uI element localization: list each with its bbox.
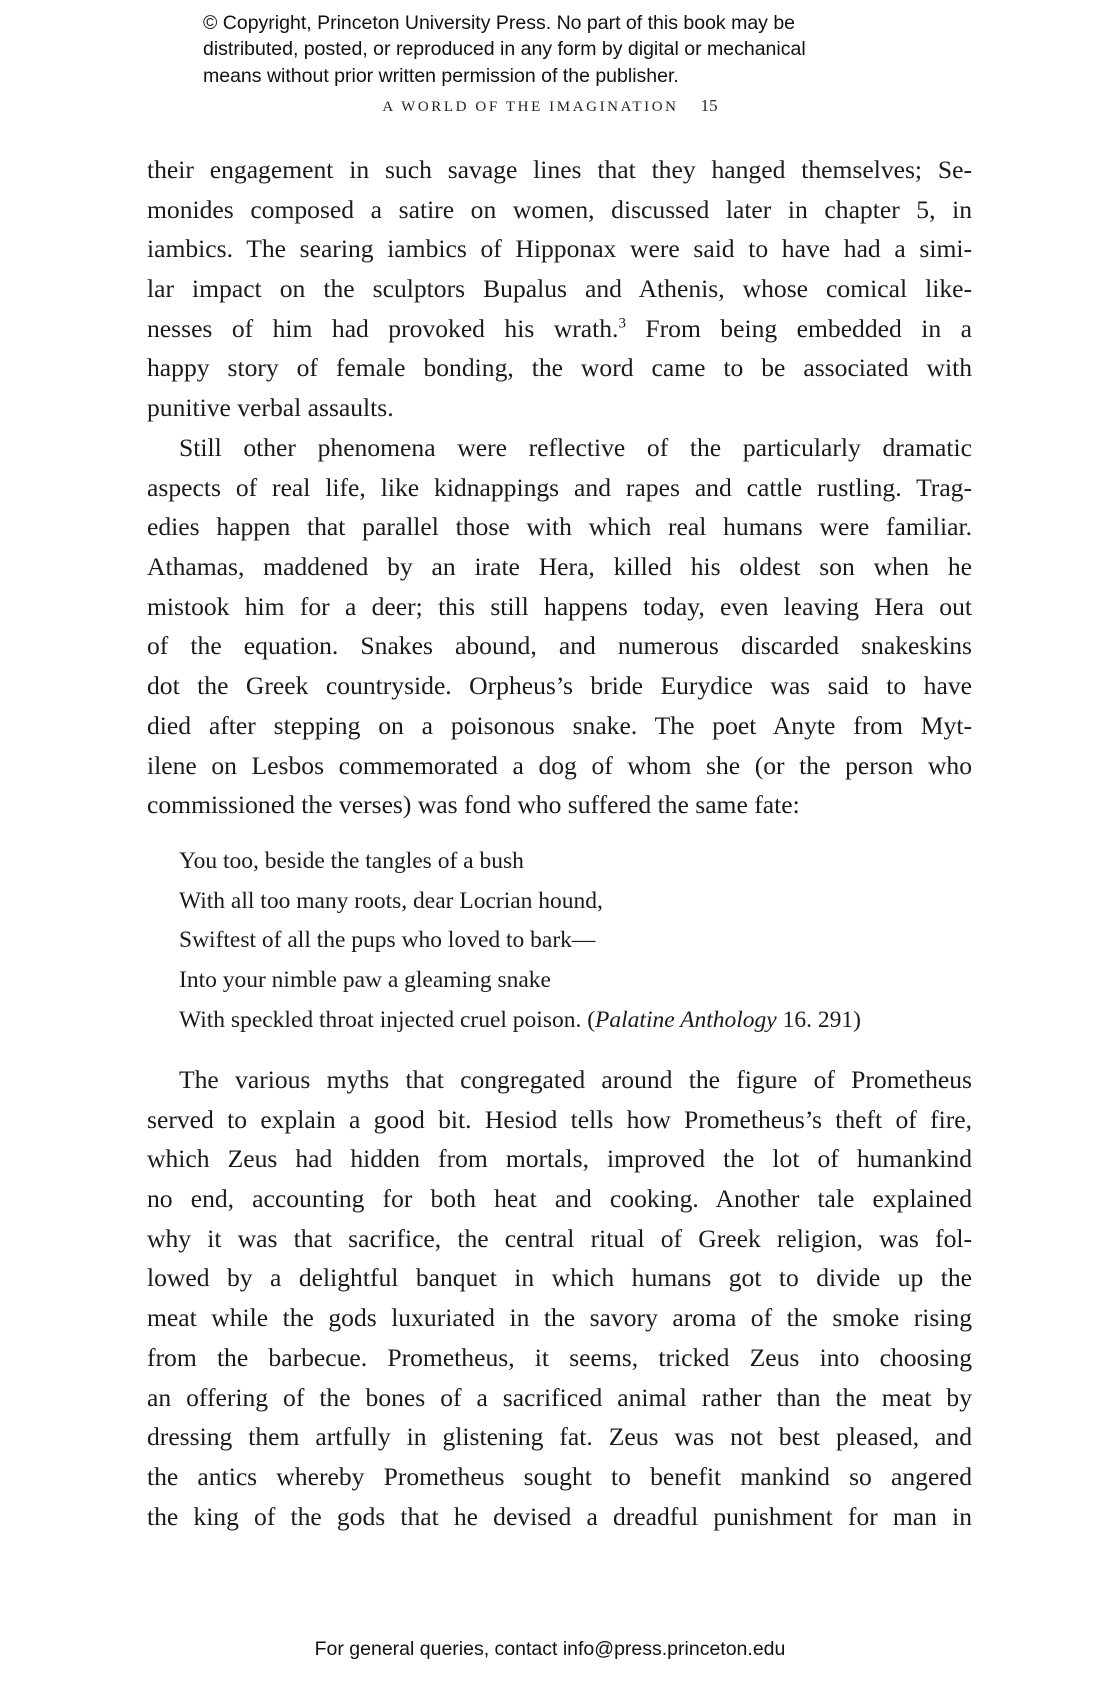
text-line: lowed by a delightful banquet in which humans got to divide up the — [147, 1263, 972, 1293]
notice-line: distributed, posted, or reproduced in any form by digital or mechanical — [203, 38, 806, 61]
poem-quote — [179, 842, 861, 1040]
text-line: the antics whereby Prometheus sought to benefit mankind so angered — [147, 1461, 972, 1491]
text-line: iambics. The searing iambics of Hipponax were said to have had a simi- — [147, 234, 972, 264]
text-line — [147, 309, 972, 349]
running-head — [0, 96, 1100, 116]
text-line: lar impact on the sculptors Bupalus and Athenis, whose comical like- — [147, 274, 972, 304]
text-line: commissioned the verses) was fond who suffered the same fate: — [147, 790, 800, 820]
text-line: of the equation. Snakes abound, and numerous discarded snakeskins — [147, 631, 972, 661]
text-line: mistook him for a deer; this still happens today, even leaving Hera out — [147, 591, 972, 621]
text-line: Still other phenomena were reflective of the particularly dramatic — [179, 433, 972, 462]
citation-ref: 16. 291) — [776, 1006, 861, 1033]
text-span: nesses of him had provoked his wrath. — [147, 313, 619, 343]
text-line: from the barbecue. Prometheus, it seems, tricked Zeus into choosing — [147, 1342, 972, 1372]
text-line: meat while the gods luxuriated in the savory aroma of the smoke rising — [147, 1303, 972, 1333]
poem-line: Swiftest of all the pups who loved to bark— — [179, 927, 596, 954]
text-line: no end, accounting for both heat and cooking. Another tale explained — [147, 1184, 972, 1214]
paragraph-3 — [147, 1060, 972, 1536]
poem-line: Into your nimble paw a gleaming snake — [179, 967, 551, 994]
running-head-title: A WORLD OF THE IMAGINATION — [382, 99, 679, 115]
text-line: Athamas, maddened by an irate Hera, killed his oldest son when he — [147, 552, 972, 582]
text-line: The various myths that congregated around the figure of Prometheus — [179, 1065, 972, 1094]
text-line: happy story of female bonding, the word came to be associated with — [147, 353, 972, 383]
text-line: the king of the gods that he devised a dreadful punishment for man in — [147, 1501, 972, 1531]
text-line: an offering of the bones of a sacrificed animal rather than the meat by — [147, 1382, 972, 1412]
paragraph-2 — [147, 428, 972, 825]
text-line: their engagement in such savage lines that they hanged themselves; Se- — [147, 155, 972, 184]
copyright-notice — [203, 10, 806, 89]
text-line: aspects of real life, like kidnappings and rapes and cattle rustling. Trag- — [147, 472, 972, 502]
page-number: 15 — [700, 96, 718, 115]
text-line: dot the Greek countryside. Orpheus’s bride Eurydice was said to have — [147, 671, 972, 701]
poem-line: With all too many roots, dear Locrian hound, — [179, 887, 603, 914]
text-line: punitive verbal assaults. — [147, 393, 394, 423]
poem-line: You too, beside the tangles of a bush — [179, 848, 524, 874]
text-span: From being embedded in a — [625, 313, 972, 343]
text-line: monides composed a satire on women, discussed later in chapter 5, in — [147, 194, 972, 224]
notice-line: © Copyright, Princeton University Press. No part of this book may be — [203, 12, 796, 34]
text-line: served to explain a good bit. Hesiod tells how Prometheus’s theft of fire, — [147, 1104, 972, 1134]
contact-footer: For general queries, contact info@press.princeton.edu — [314, 1638, 786, 1660]
citation-title: Palatine Anthology — [595, 1006, 777, 1033]
text-line: ilene on Lesbos commemorated a dog of whom she (or the person who — [147, 750, 972, 780]
text-line: why it was that sacrifice, the central ritual of Greek religion, was fol- — [147, 1223, 972, 1253]
paragraph-1 — [147, 150, 972, 428]
text-line: edies happen that parallel those with which real humans were familiar. — [147, 512, 972, 542]
text-line: died after stepping on a poisonous snake. The poet Anyte from Myt- — [147, 710, 972, 740]
text-line: which Zeus had hidden from mortals, improved the lot of humankind — [147, 1144, 972, 1174]
notice-line: means without prior written permission of the publisher. — [203, 64, 679, 87]
text-span: With speckled throat injected cruel poison. ( — [179, 1006, 596, 1033]
text-line: dressing them artfully in glistening fat. Zeus was not best pleased, and — [147, 1422, 972, 1452]
poem-line — [179, 1001, 861, 1041]
footnote-marker[interactable]: 3 — [618, 315, 626, 332]
